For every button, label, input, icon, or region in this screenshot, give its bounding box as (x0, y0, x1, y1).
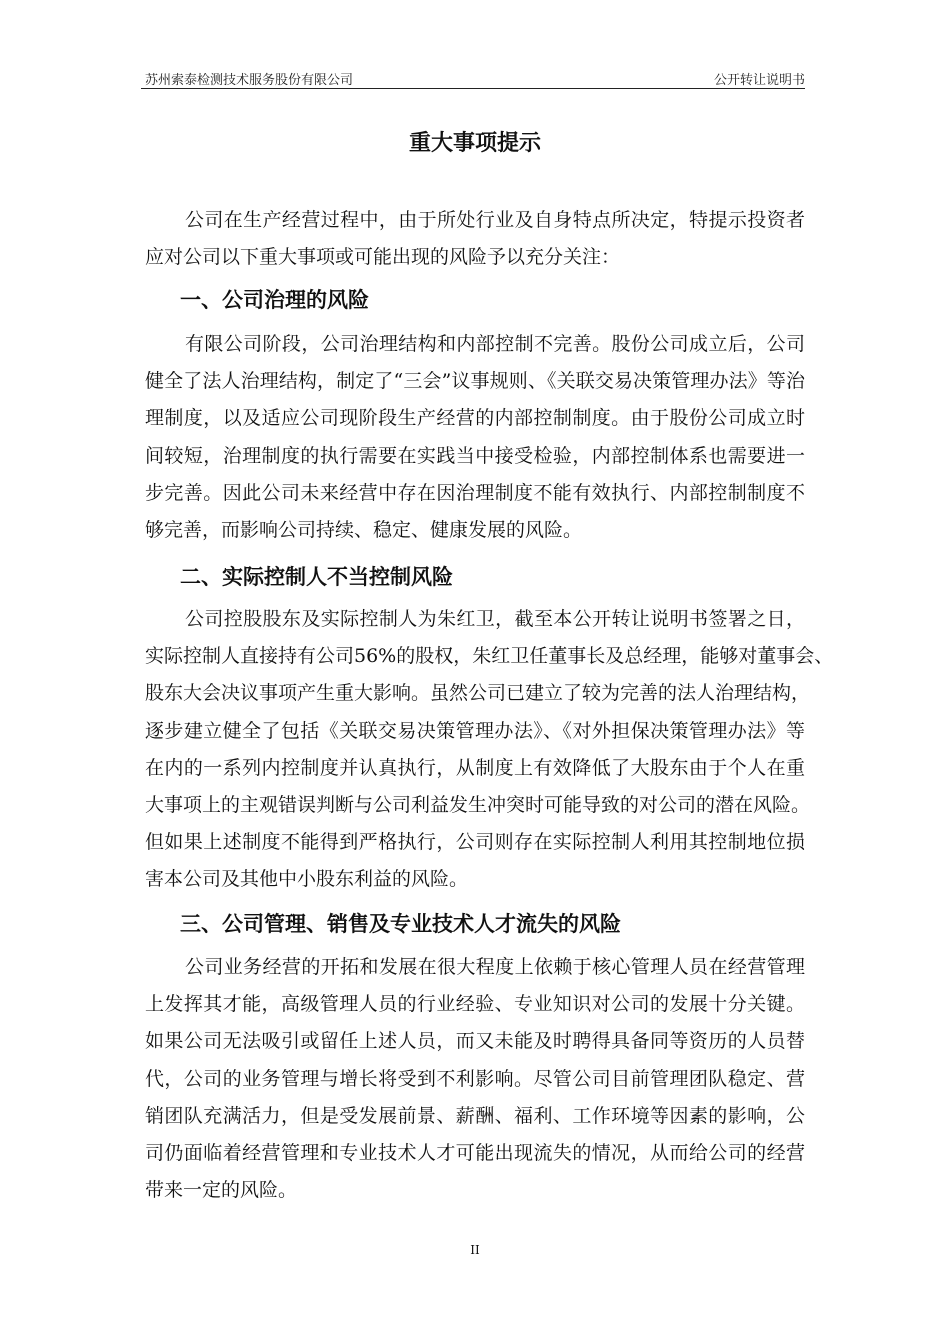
page-number: II (470, 1243, 480, 1257)
intro-paragraph (145, 202, 805, 276)
text-line: 公司在生产经营过程中，由于所处行业及自身特点所决定，特提示投资者 (185, 209, 805, 231)
section-paragraph-2 (145, 601, 834, 899)
section-heading-1: 一、公司治理的风险 (180, 288, 369, 312)
section-paragraph-3 (145, 949, 805, 1209)
text-line: 在内的一系列内控制度并认真执行，从制度上有效降低了大股东由于个人在重 (145, 756, 805, 779)
text-line: 股东大会决议事项产生重大影响。虽然公司已建立了较为完善的法人治理结构， (145, 682, 811, 705)
text-line: 理制度，以及适应公司现阶段生产经营的内部控制制度。由于股份公司成立时 (145, 407, 805, 430)
text-line: 如果公司无法吸引或留任上述人员，而又未能及时聘得具备同等资历的人员替 (145, 1030, 805, 1053)
text-line: 大事项上的主观错误判断与公司利益发生冲突时可能导致的对公司的潜在风险。 (145, 793, 811, 816)
text-line: 够完善，而影响公司持续、稳定、健康发展的风险。 (145, 518, 583, 541)
header-divider (141, 88, 805, 89)
text-line: 应对公司以下重大事项或可能出现的风险予以充分关注： (145, 246, 621, 269)
text-line: 害本公司及其他中小股东利益的风险。 (145, 868, 469, 891)
section-heading-2: 二、实际控制人不当控制风险 (180, 565, 453, 589)
text-line: 带来一定的风险。 (145, 1179, 298, 1202)
page-title: 重大事项提示 (408, 131, 541, 156)
text-line: 间较短，治理制度的执行需要在实践当中接受检验，内部控制体系也需要进一 (145, 444, 805, 467)
text-line: 上发挥其才能，高级管理人员的行业经验、专业知识对公司的发展十分关键。 (145, 993, 805, 1016)
text-line: 实际控制人直接持有公司56%的股权，朱红卫任董事长及总经理，能够对董事会、 (145, 645, 834, 668)
text-line: 但如果上述制度不能得到严格执行，公司则存在实际控制人利用其控制地位损 (145, 831, 805, 854)
section-paragraph-1 (145, 326, 805, 549)
text-line: 逐步建立健全了包括《关联交易决策管理办法》、《对外担保决策管理办法》等 (145, 719, 805, 742)
text-line: 公司业务经营的开拓和发展在很大程度上依赖于核心管理人员在经营管理 (185, 956, 805, 978)
text-line: 健全了法人治理结构，制定了“三会”议事规则、《关联交易决策管理办法》等治 (145, 370, 805, 393)
header-company: 苏州索泰检测技术服务股份有限公司 (145, 73, 354, 88)
page-header (145, 64, 805, 88)
section-heading-3: 三、公司管理、销售及专业技术人才流失的风险 (180, 912, 621, 936)
text-line: 有限公司阶段，公司治理结构和内部控制不完善。股份公司成立后，公司 (185, 333, 805, 355)
text-line: 步完善。因此公司未来经营中存在因治理制度不能有效执行、内部控制制度不 (145, 481, 805, 504)
text-line: 公司控股股东及实际控制人为朱红卫，截至本公开转让说明书签署之日， (185, 608, 805, 630)
header-doc-type: 公开转让说明书 (713, 73, 805, 88)
text-line: 代，公司的业务管理与增长将受到不利影响。尽管公司目前管理团队稳定、营 (145, 1067, 805, 1090)
text-line: 司仍面临着经营管理和专业技术人才可能出现流失的情况，从而给公司的经营 (145, 1141, 805, 1164)
text-line: 销团队充满活力，但是受发展前景、薪酬、福利、工作环境等因素的影响，公 (145, 1104, 805, 1127)
